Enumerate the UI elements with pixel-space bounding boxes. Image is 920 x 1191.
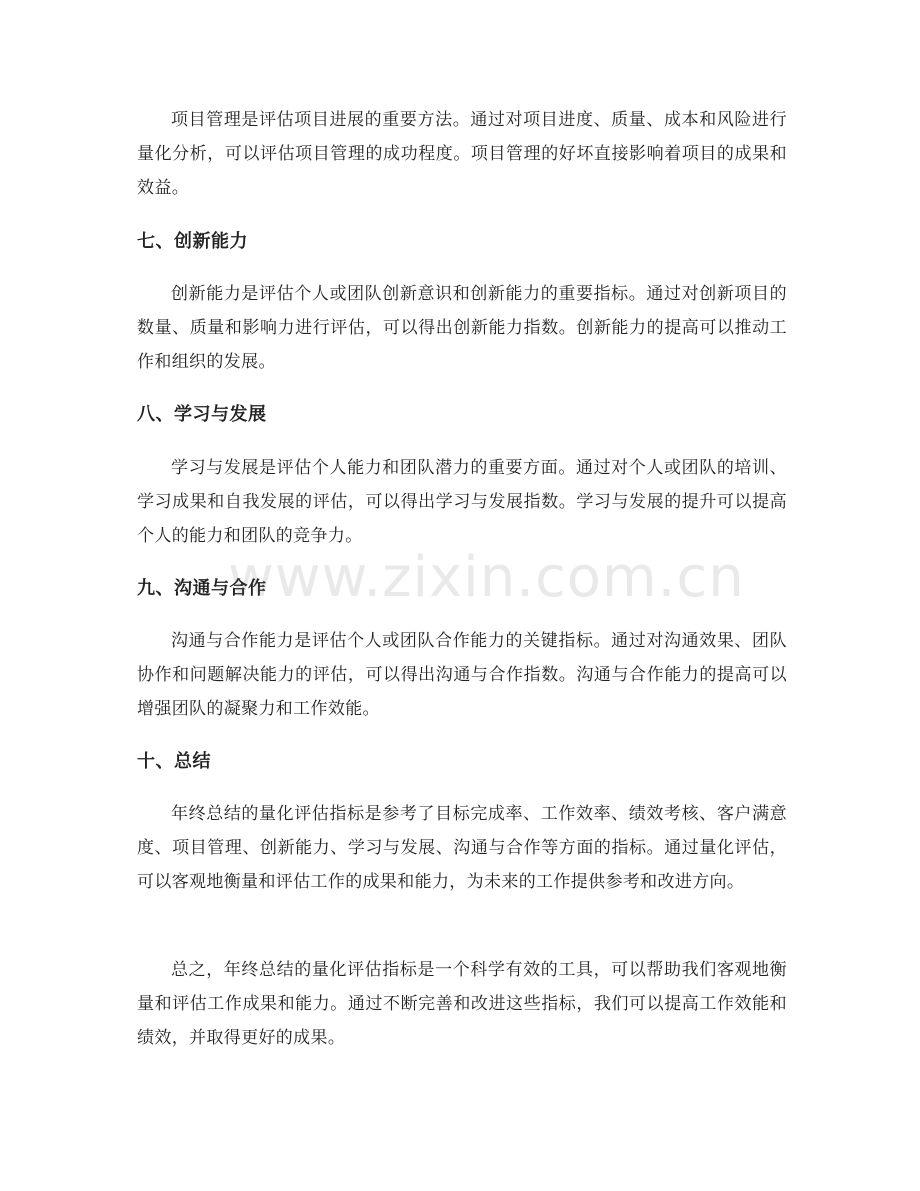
paragraph-innovation: 创新能力是评估个人或团队创新意识和创新能力的重要指标。通过对创新项目的数量、质量和影响力进行评估，可以得出创新能力指数。创新能力的提高可以推动工作和组织的发展。 xyxy=(137,284,787,372)
paragraph-project-management: 项目管理是评估项目进展的重要方法。通过对项目进度、质量、成本和风险进行量化分析，可以评估项目管理的成功程度。项目管理的好坏直接影响着项目的成果和效益。 xyxy=(137,110,787,198)
paragraph-communication: 沟通与合作能力是评估个人或团队合作能力的关键指标。通过对沟通效果、团队协作和问题解决能力的评估，可以得出沟通与合作指数。沟通与合作能力的提高可以增强团队的凝聚力和工作效能。 xyxy=(137,631,787,719)
paragraph-learning: 学习与发展是评估个人能力和团队潜力的重要方面。通过对个人或团队的培训、学习成果和自我发展的评估，可以得出学习与发展指数。学习与发展的提升可以提高个人的能力和团队的竞争力。 xyxy=(137,458,787,546)
paragraph-conclusion: 总之，年终总结的量化评估指标是一个科学有效的工具，可以帮助我们客观地衡量和评估工作成果和能力。通过不断完善和改进这些指标，我们可以提高工作效能和绩效，并取得更好的成果。 xyxy=(137,960,787,1048)
watermark-text: www.zixin.com.cn xyxy=(228,545,745,610)
heading-communication: 九、沟通与合作 xyxy=(137,578,267,599)
heading-summary: 十、总结 xyxy=(137,751,211,772)
heading-learning: 八、学习与发展 xyxy=(137,404,267,425)
paragraph-summary: 年终总结的量化评估指标是参考了目标完成率、工作效率、绩效考核、客户满意度、项目管理、创新能力、学习与发展、沟通与合作等方面的指标。通过量化评估，可以客观地衡量和评估工作的成果和能力，为未来的工作提供参考和改进方向。 xyxy=(137,804,787,892)
heading-innovation: 七、创新能力 xyxy=(137,231,248,252)
